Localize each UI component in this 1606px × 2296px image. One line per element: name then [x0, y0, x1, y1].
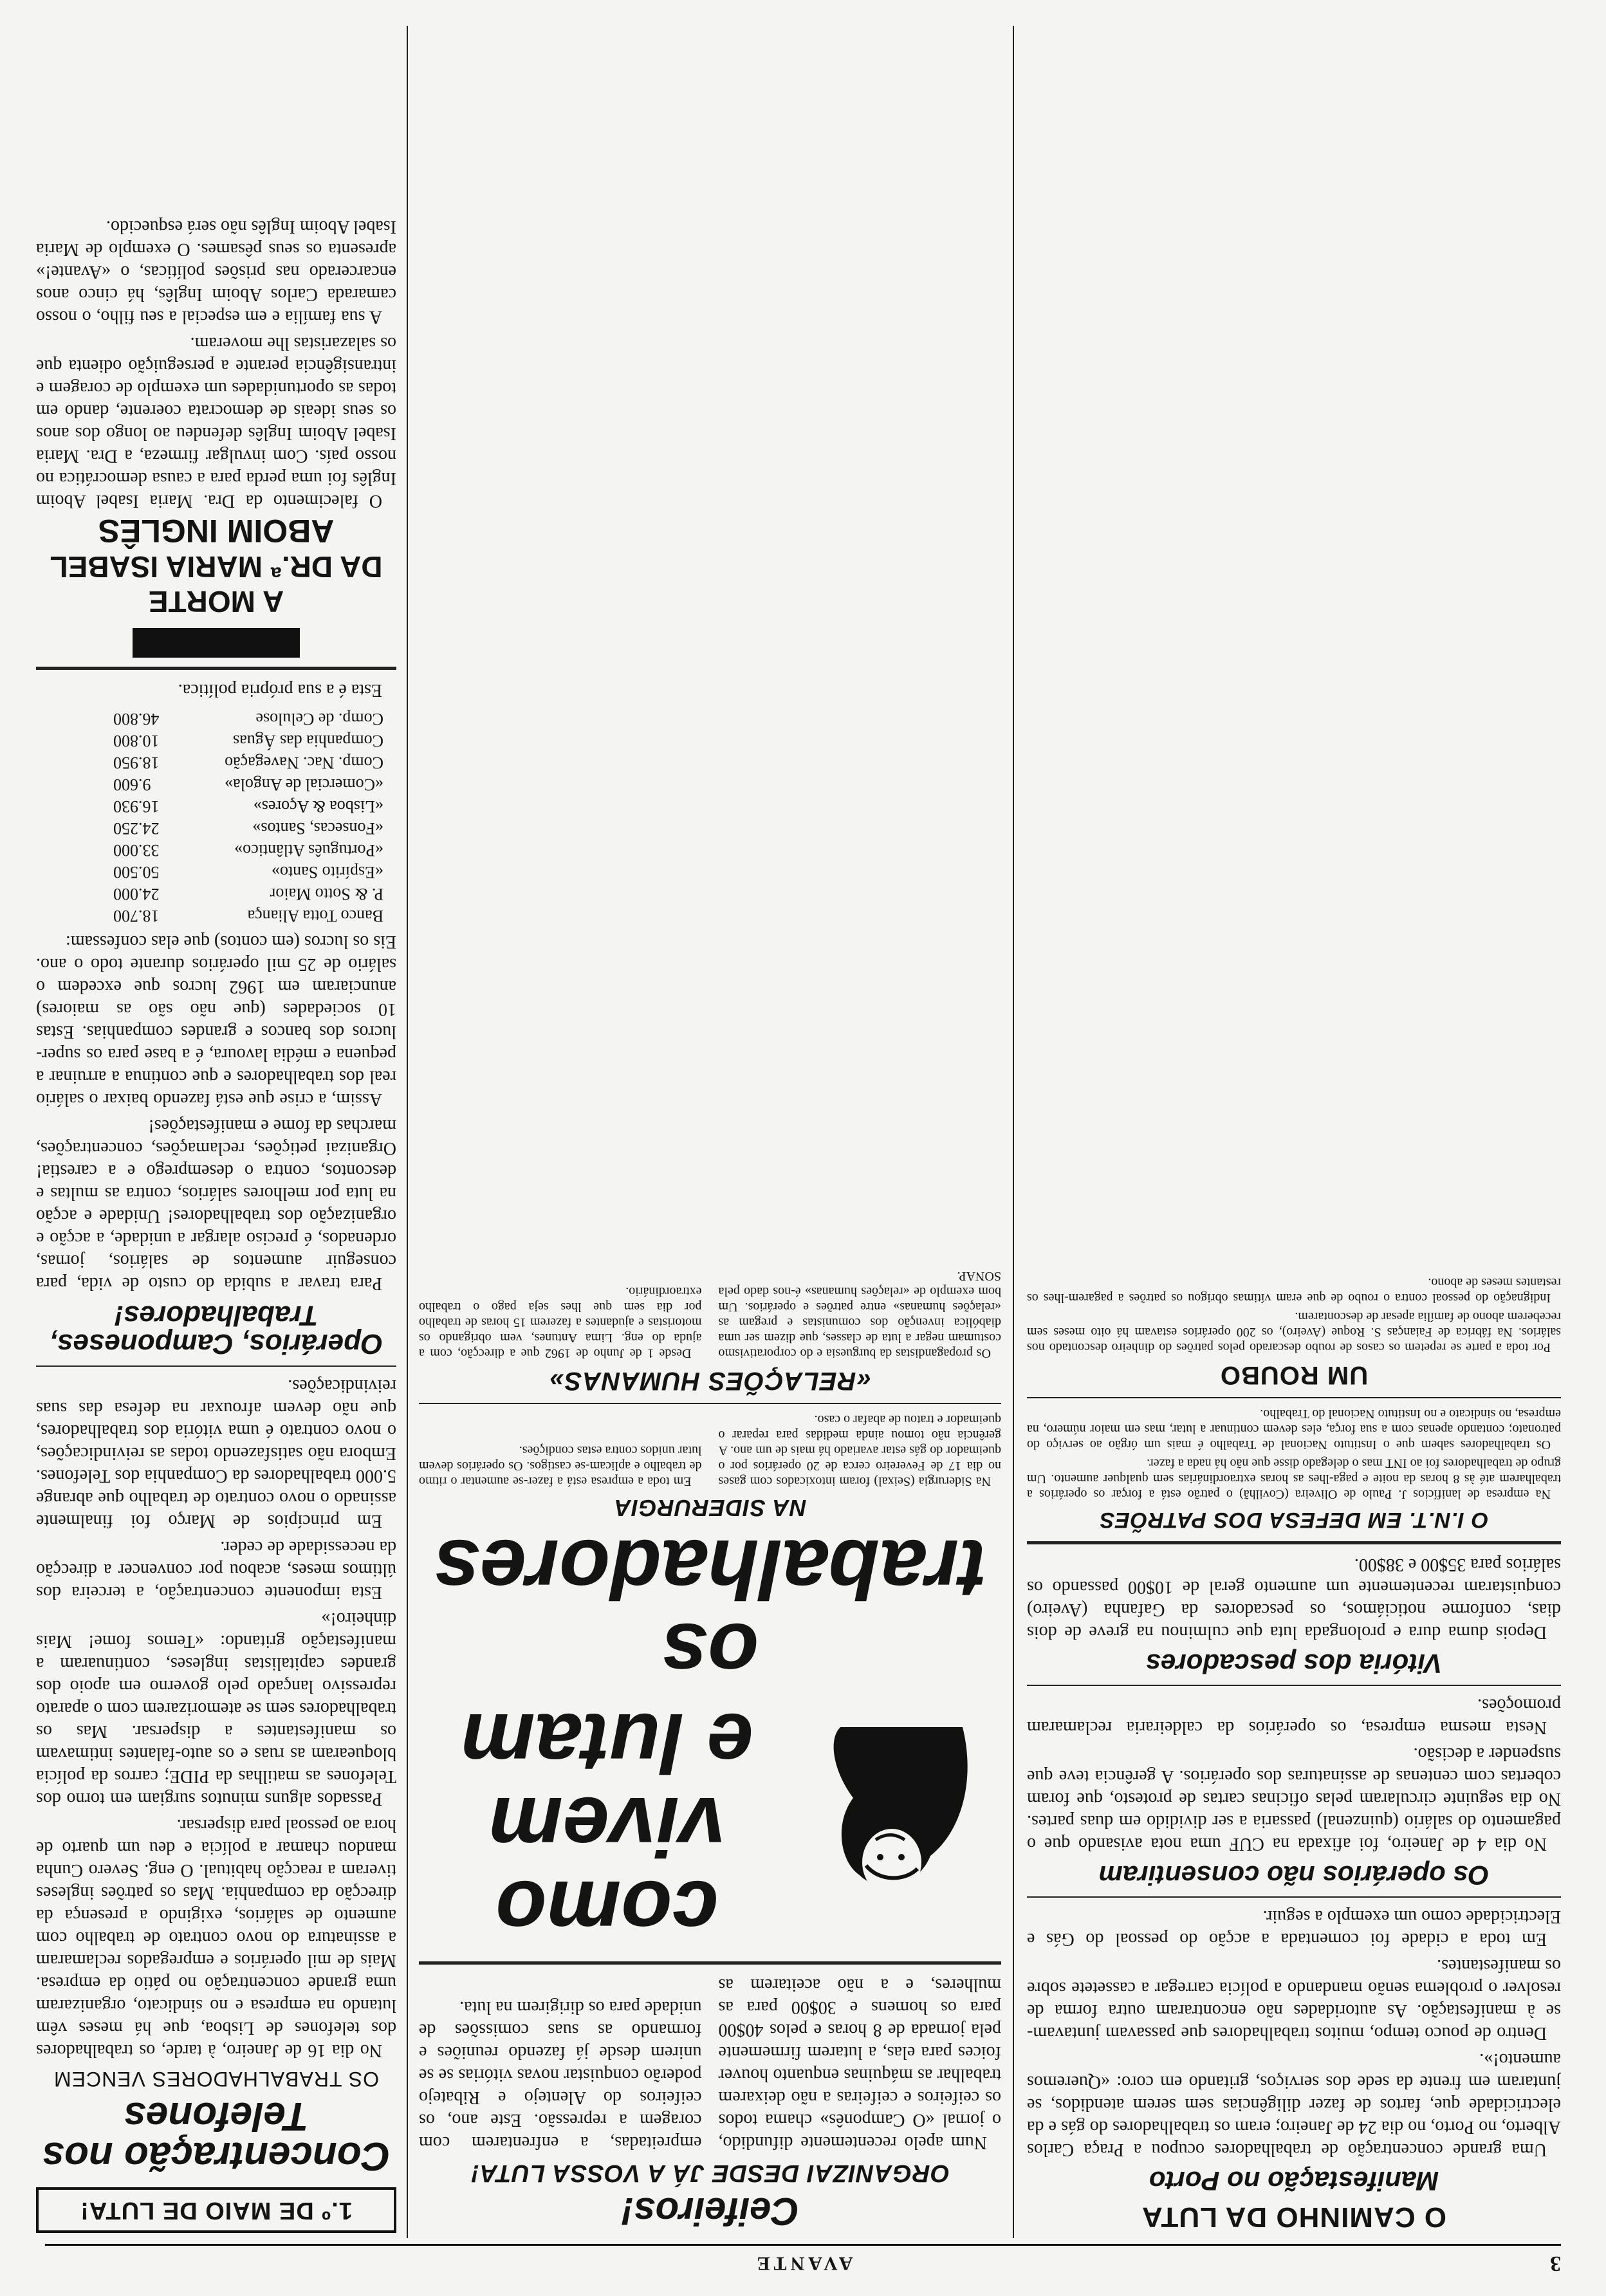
operarios-stats-outro: Esta é a sua própria política. [178, 680, 382, 700]
lucros-row [113, 752, 383, 773]
mourning-bar [133, 628, 300, 658]
telefones-paragraph: Passados alguns minutos surgiam em torno dos Telefones as matilhas da PIDE; carros da polícia bloquearam as ruas e os auto-falantes intimavam os manifestantes a dispersar. Mas os trabalhadores sem se atemorizarem com o aparato repressivo lançado pelo governo em apoio dos grandes capitalistas ingleses, continuaram a manifestação gritando: «Temos fome! Mais dinheiro!» [36, 1609, 396, 1809]
lucros-row [113, 817, 383, 839]
lucros-row [113, 905, 383, 927]
lucros-table [36, 708, 383, 927]
lucros-company: «Lisboa & Açores» [253, 797, 383, 816]
lucros-row [113, 839, 383, 861]
cuf-paragraph: No dia 4 de Janeiro, foi afixada na CUF uma nota avisando que o pagamento do salário (quinzenal) passaria a ser dividido em duas partes. No dia seguinte circularam pelas oficinas cartas de protesto, que foram cobertas com centenas de assinaturas dos operários. A gerência teve que suspender a decisão. [1027, 1744, 1561, 1854]
lucros-row [113, 795, 383, 817]
headline-bottom: os trabalhadores [433, 1523, 987, 1700]
column-left [36, 26, 396, 2238]
operarios-nao-title: Os operários não consentiram [1098, 1860, 1490, 1891]
pescadores-paragraph: Depois duma dura e prolongada luta que culminou na greve de dois dias, conforme noticiámos, os pescadores da Gafanha (Aveiro) conquistaram recentemente um aumento geral de 10$00 passando os salários para 35$00 e 38$00. [1027, 1555, 1561, 1642]
headline-top: como vivem [488, 1780, 726, 1958]
operarios-title: Operários, Camponeses, Trabalhadores! [49, 1300, 383, 1360]
telefones-title: Concentração nos Telefones [42, 2094, 391, 2178]
lucros-value: 24.000 [113, 885, 160, 903]
lucros-row [113, 773, 383, 795]
newspaper-name: AVANTE [753, 2253, 853, 2274]
lucros-row [113, 708, 383, 730]
roubo-paragraph: Indignação do pessoal contra o roubo de que eram vítimas obrigou os patrões a pagarem-lhes os restantes meses de abono. [1027, 1275, 1561, 1305]
lucros-company: P. & Sotto Maior [270, 885, 383, 903]
page-header [45, 2244, 1561, 2281]
worker-figure-icon [808, 1721, 1001, 1933]
telefones-paragraph: No dia 16 de Janeiro, à tarde, os trabalhadores dos telefones de Lisboa, que há meses vêm lutando na empresa e no sindicato, organizaram uma grande concentração no pátio da empresa. Mais de mil operários e empregados reclamaram a assinatura do novo contrato de trabalho com aumento de salários, exigindo a presença da direcção da companhia. Mas os patrões ingleses tiveram a reacção habitual. O eng. Severo Cunha mandou chamar a polícia e deu um quarto de hora ao pessoal para dispersar. [36, 1815, 396, 2060]
lucros-company: Companhia das Águas [233, 732, 383, 750]
lucros-company: Comp. Nac. Navegação [225, 754, 383, 772]
death-paragraph: O falecimento da Dra. Maria Isabel Aboim Inglês foi uma perda para a causa democrática no nosso país. Com invulgar firmeza, a Dra. Maria Isabel Aboim Inglês defendeu ao longo dos anos os seus ideais de democrata coerente, dando em todas as oportunidades um exemplo de coragem e intransigência perante a perseguição odienta que os salazaristas lhe moveram. [36, 333, 396, 511]
porto-paragraph: Em toda a cidade foi comentada a acção do pessoal do Gás e Electricidade como um exemplo a seguir. [1027, 1907, 1561, 1949]
porto-paragraph: Dentro de pouco tempo, muitos trabalhadores que passavam juntavam-se à manifestação. As autoridades não encontraram outra forma de resolver o problema senão mandando a polícia carregar a cassetete sobre os manifestantes. [1027, 1956, 1561, 2043]
lucros-row [113, 883, 383, 905]
column-right [1027, 26, 1561, 2238]
page-number: 3 [1550, 2252, 1561, 2275]
death-notice [36, 512, 396, 658]
ceifeiros-title: Ceifeiros! [621, 2190, 799, 2233]
pescadores-title: Vitória dos pescadores [1145, 1649, 1443, 1679]
lucros-row [113, 861, 383, 883]
relacoes-paragraph: Desde 1 de Junho de 1962 que a direcção, com a ajuda do eng. Lima Antunes, vem obrigando os motoristas e ajudantes a fazerem 15 horas de trabalho por dia sem que lhes seja pago o trabalho extraordinário. [419, 1284, 702, 1360]
lucros-company: «Comercial de Angola» [225, 775, 383, 794]
relacoes-title: «RELAÇÕES HUMANAS» [549, 1367, 871, 1395]
death-title-2: ABOIM INGLÊS [98, 513, 335, 549]
lucros-value: 16.930 [113, 797, 160, 816]
ceifeiros-subtitle: ORGANIZAI DESDE JÁ A VOSSA LUTA! [470, 2160, 950, 2187]
int-paragraph: Os trabalhadores sabem que o Instituto Nacional de Trabalho é mais um órgão ao serviço do patronato; contando apenas com a sua força, eles devem continuar a lutar, mas em maior número, na empresa, no sindicato e no Instituto Nacional do Trabalho. [1027, 1407, 1561, 1452]
int-paragraph: Na empresa de lanifícios J. Paulo de Oliveira (Covilhã) o patrão está a forçar os operários a trabalharem até às 8 horas da noite e paga-lhes as horas extraordinárias sem qualquer aumento. Um grupo de trabalhadores foi ao INT mas o delegado disse que não há nada a fazer. [1027, 1456, 1561, 1501]
death-paragraph: A sua família e em especial a seu filho, o nosso camarada Carlos Aboim Inglês, há cinco anos encarcerado nas prisões políticas, o «Avante!» apresenta os seus pêsames. O exemplo de Maria Isabel Aboim Inglês não será esquecido. [36, 217, 396, 327]
may-day-banner: 1.º DE MAIO DE LUTA! [36, 2187, 396, 2233]
lucros-company: «Português Atlântico» [234, 841, 383, 860]
lucros-company: Comp. de Celulose [255, 710, 383, 728]
column-center [419, 26, 1001, 2238]
telefones-subtitle: OS TRABALHADORES VENCEM [53, 2068, 380, 2091]
telefones-paragraph: Esta imponente concentração, a terceira dos últimos meses, acabou por convencer a direcção da necessidade de ceder. [36, 1537, 396, 1602]
lucros-company: «Espírito Santo» [271, 863, 383, 882]
ceifeiros-paragraph: Num apelo recentemente difundido, o jornal «O Camponês» chama todos os ceifeiros e ceifeiras a não deixarem trabalhar as máquinas enquanto houver foices para elas, a lutarem firmemente pela jornada de 8 horas e pelos 40$00 para os homens e 30$00 para as mulheres, e a não aceitarem as empreitadas, a enfrentarem com coragem a repressão. Este ano, os ceifeiros do Alentejo e Ribatejo poderão conquistar novas vitórias se se unirem desde já fazendo reuniões e formando as suas comissões de unidade para os dirigirem na luta. [419, 1975, 1001, 2152]
death-title-1: DA DR.ª MARIA ISABEL [50, 550, 383, 584]
siderurgia-kicker: NA SIDERURGIA [613, 1495, 807, 1521]
telefones-paragraph: Em princípios de Março foi finalmente assinado o novo contrato de trabalho que abrange 5.000 trabalhadores da Companhia dos Telefones. Embora não satisfazendo todas as reivindicações, o novo contrato é uma vitória dos trabalhadores, que não devem afrouxar na defesa das suas reivindicações. [36, 1376, 396, 1531]
lucros-value: 24.250 [113, 819, 160, 838]
roubo-title: UM ROUBO [1219, 1361, 1369, 1389]
lucros-value: 9.600 [113, 775, 151, 794]
relacoes-paragraph: Os propagandistas da burguesia e do corporativismo costumam negar a luta de classes, que dizem ser uma diabólica invenção dos comunistas e pregam as «relações humanas» entre patrões e operários. Um bom exemplo de «relações humanas» é-nos dado pela SONAP. [718, 1269, 1001, 1360]
int-title: O I.N.T. EM DEFESA DOS PATRÕES [1099, 1508, 1489, 1532]
lucros-value: 33.000 [113, 841, 160, 860]
porto-paragraph: Uma grande concentração de trabalhadores ocupou a Praça Carlos Alberto, no Porto, no dia 24 de Janeiro; eram os trabalhadores do gás e da electricidade que, fartos de fazer diligências sem serem atendidos, se juntaram em frente da sede dos serviços, gritando em coro: «Queremos aumento!». [1027, 2050, 1561, 2160]
death-kicker: A MORTE [148, 585, 284, 618]
caminho-title: O CAMINHO DA LUTA [1141, 2201, 1447, 2233]
porto-title: Manifestação no Porto [1149, 2166, 1439, 2196]
lucros-value: 10.800 [113, 732, 160, 750]
lucros-value: 46.800 [113, 710, 160, 728]
operarios-stats-intro: Assim, a crise que está fazendo baixar o salário real dos trabalhadores e que continua a arruinar a pequena e média lavoura, é a base para os super-lucros dos bancos e grandes companhias. Estas 10 sociedades (que não são as maiores) anunciaram em 1962 lucros que excedem o salário de 25 mil operários durante todo o ano. Eis os lucros (em contos) que elas confessam: [36, 932, 396, 1109]
cuf-paragraph: Nesta mesma empresa, os operários da caldeiraria reclamaram promoções. [1027, 1695, 1561, 1737]
lucros-value: 18.700 [113, 907, 160, 925]
lucros-company: «Fonsecas, Santos» [252, 819, 383, 838]
siderurgia-paragraph: Na Siderurgia (Seixal) foram intoxicados com gases no dia 17 de Fevereiro cerca de 20 operários por o queimador do gás estar avariado há mais de um ano. A gerência não tomou ainda medidas para reparar o queimador e tratou de abafar o caso. [718, 1412, 1001, 1488]
roubo-paragraph: Por toda a parte se repetem os casos de roubo descarado pelos patrões do dinheiro descontado nos salários. Na fábrica de Faianças S. Roque (Aveiro), os 200 operários estavam há oito meses sem receberem abono de família apesar de descontarem. [1027, 1310, 1561, 1355]
lucros-company: Banco Totta Aliança [247, 907, 383, 925]
lucros-value: 50.500 [113, 863, 160, 882]
lucros-row [113, 730, 383, 752]
siderurgia-paragraph: Em toda a empresa está a fazer-se aumentar o ritmo de trabalho e aplicam-se castigos. Os operários devem lutar unidos contra estas condições. [419, 1443, 702, 1488]
operarios-paragraph: Para travar a subida do custo de vida, para conseguir aumentos de salários, jornas, ordenados, é preciso alargar a unidade, a acção e organização dos trabalhadores! Unidade e acção na luta por melhores salários, contra as multas e descontos, contra o desemprego e a carestia! Organizai petições, reclamações, concentrações, marchas da fome e manifestações! [36, 1116, 396, 1293]
headline-mid: e lutam [460, 1696, 754, 1790]
lucros-value: 18.950 [113, 754, 160, 772]
